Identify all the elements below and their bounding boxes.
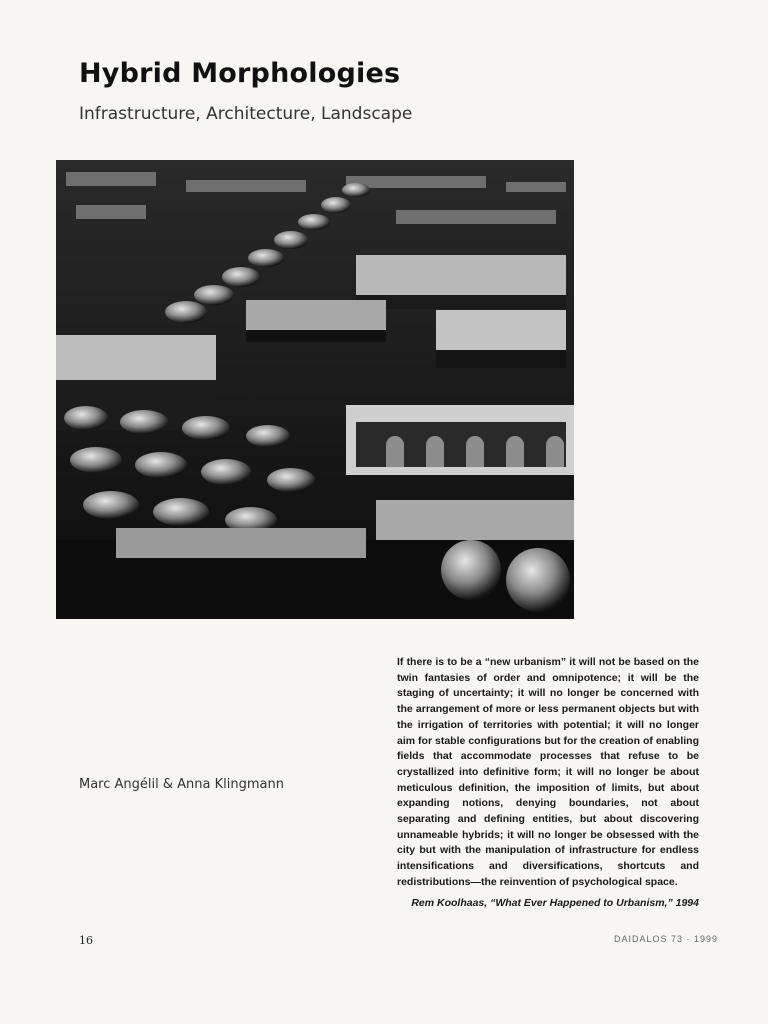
article-title: Hybrid Morphologies	[79, 58, 401, 89]
article-authors: Marc Angélil & Anna Klingmann	[79, 777, 284, 792]
page-number: 16	[79, 934, 93, 947]
journal-footer: DAIDALOS 73 · 1999	[614, 934, 719, 944]
epigraph-quote: If there is to be a “new urbanism” it will not be based on the twin fantasies of order and omnipotence; it will be the staging of uncertainty; it will no longer be concerned with the arrangement of more or less permanent objects but with the irrigation of territories with potential; it will no longer aim for stable configurations but for the creation of enabling fields that accommodate processes that refuse to be crystallized into definitive form; it will no longer be about meticulous definition, the imposition of limits, but about expanding notions, denying boundaries, not about separating and defining entities, but about discovering unnameable hybrids; it will no longer be obsessed with the city but with the manipulation of infrastructure for endless intensifications and diversifications, shortcuts and redistributions—the reinvention of psychological space.	[397, 656, 699, 888]
epigraph-attribution: Rem Koolhaas, “What Ever Happened to Urbanism,” 1994	[411, 897, 699, 909]
article-subtitle: Infrastructure, Architecture, Landscape	[79, 104, 413, 124]
aerial-rooftops-photo	[56, 160, 574, 619]
